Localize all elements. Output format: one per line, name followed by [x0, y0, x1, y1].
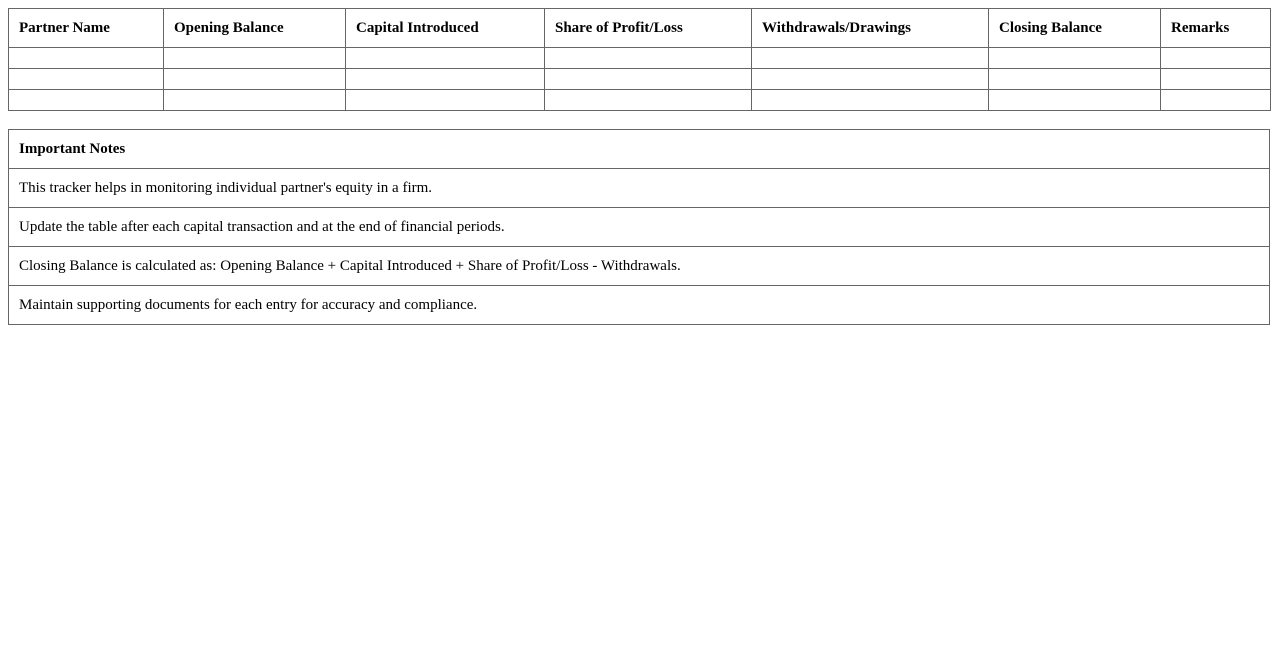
important-notes-table: [8, 129, 1270, 325]
table-body: [9, 48, 1271, 111]
note-text: Closing Balance is calculated as: Opening Balance + Capital Introduced + Share of Profit/Loss - Withdrawals.: [9, 247, 1270, 286]
notes-title: Important Notes: [9, 130, 1270, 169]
table-cell: [164, 69, 346, 90]
note-row: [9, 169, 1270, 208]
note-text: This tracker helps in monitoring individual partner's equity in a firm.: [9, 169, 1270, 208]
table-cell: [752, 69, 989, 90]
table-cell: [989, 48, 1161, 69]
table-cell: [346, 90, 545, 111]
column-header-withdrawals-drawings: Withdrawals/Drawings: [752, 9, 989, 48]
column-header-partner-name: Partner Name: [9, 9, 164, 48]
table-cell: [752, 48, 989, 69]
notes-header-row: [9, 130, 1270, 169]
table-cell: [9, 90, 164, 111]
capital-tracker-table: [8, 8, 1271, 111]
notes-header: [9, 130, 1270, 169]
table-cell: [989, 69, 1161, 90]
column-header-share-of-profit-loss: Share of Profit/Loss: [545, 9, 752, 48]
table-cell: [989, 90, 1161, 111]
table-cell: [1161, 90, 1271, 111]
table-cell: [164, 90, 346, 111]
note-text: Maintain supporting documents for each entry for accuracy and compliance.: [9, 286, 1270, 325]
table-cell: [1161, 48, 1271, 69]
note-text: Update the table after each capital transaction and at the end of financial periods.: [9, 208, 1270, 247]
table-cell: [545, 48, 752, 69]
table-header: [9, 9, 1271, 48]
table-cell: [9, 69, 164, 90]
table-cell: [164, 48, 346, 69]
column-header-closing-balance: Closing Balance: [989, 9, 1161, 48]
table-cell: [545, 90, 752, 111]
table-cell: [752, 90, 989, 111]
table-row: [9, 90, 1271, 111]
table-cell: [346, 48, 545, 69]
column-header-opening-balance: Opening Balance: [164, 9, 346, 48]
table-cell: [545, 69, 752, 90]
document-sheet: [8, 8, 1270, 325]
column-header-remarks: Remarks: [1161, 9, 1271, 48]
note-row: [9, 208, 1270, 247]
table-row: [9, 69, 1271, 90]
header-row: [9, 9, 1271, 48]
table-cell: [9, 48, 164, 69]
column-header-capital-introduced: Capital Introduced: [346, 9, 545, 48]
note-row: [9, 247, 1270, 286]
table-cell: [1161, 69, 1271, 90]
notes-body: [9, 169, 1270, 325]
table-cell: [346, 69, 545, 90]
table-row: [9, 48, 1271, 69]
note-row: [9, 286, 1270, 325]
